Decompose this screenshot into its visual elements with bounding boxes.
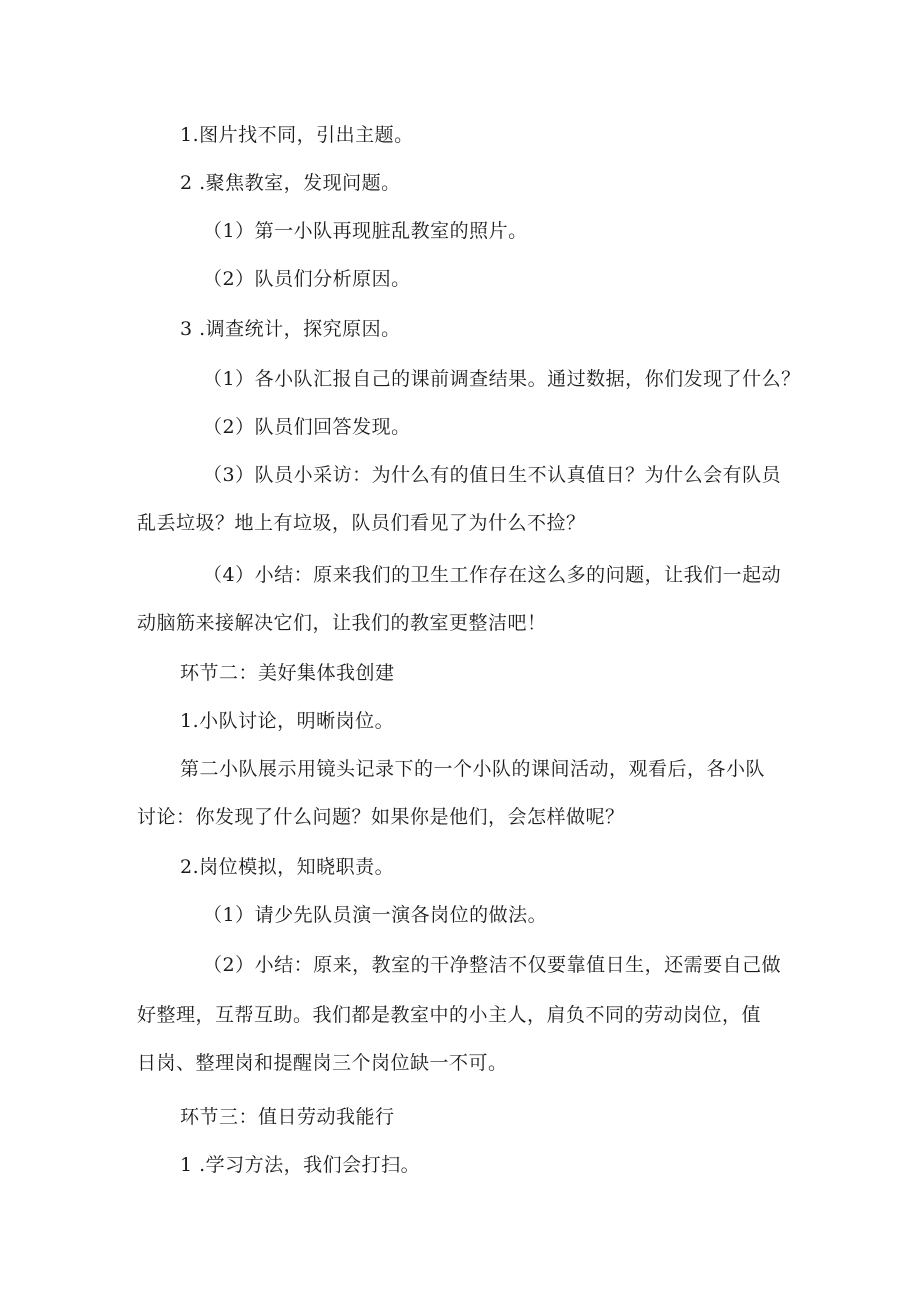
- paragraph-continuation: 好整理，互帮互助。我们都是教室中的小主人，肩负不同的劳动岗位，值: [137, 1004, 762, 1026]
- section-heading: 环节二：美好集体我创建: [180, 662, 395, 684]
- sub-item: （1）第一小队再现脏乱教室的照片。: [203, 220, 528, 242]
- sub-item: （4）小结：原来我们的卫生工作存在这么多的问题，让我们一起动: [203, 564, 782, 586]
- item-3-heading: 3 .调查统计，探究原因。: [180, 318, 401, 340]
- sub-item: （3）队员小采访：为什么有的值日生不认真值日？为什么会有队员: [203, 464, 782, 486]
- paragraph-continuation: 乱丢垃圾？地上有垃圾，队员们看见了为什么不捡？: [137, 512, 586, 534]
- item-1-heading: 1 .学习方法，我们会打扫。: [180, 1154, 421, 1176]
- sub-item: （1）各小队汇报自己的课前调查结果。通过数据，你们发现了什么？: [203, 368, 801, 390]
- sub-item: （2）队员们分析原因。: [203, 268, 411, 290]
- item-1-heading: 1.小队讨论，明晰岗位。: [180, 710, 395, 732]
- item-1-heading: 1.图片找不同，引出主题。: [180, 124, 414, 146]
- item-2-heading: 2 .聚焦教室，发现问题。: [180, 172, 401, 194]
- sub-item: （1）请少先队员演一演各岗位的做法。: [203, 904, 548, 926]
- body-paragraph: 第二小队展示用镜头记录下的一个小队的课间活动，观看后，各小队: [180, 758, 766, 780]
- sub-item: （2）小结：原来，教室的干净整洁不仅要靠值日生，还需要自己做: [203, 954, 782, 976]
- sub-item: （2）队员们回答发现。: [203, 416, 411, 438]
- paragraph-continuation: 日岗、整理岗和提醒岗三个岗位缺一不可。: [137, 1052, 508, 1074]
- paragraph-continuation: 动脑筋来接解决它们，让我们的教室更整洁吧！: [137, 612, 547, 634]
- item-2-heading: 2.岗位模拟，知晓职责。: [180, 856, 395, 878]
- paragraph-continuation: 讨论：你发现了什么问题？如果你是他们，会怎样做呢？: [137, 806, 625, 828]
- section-heading: 环节三：值日劳动我能行: [180, 1106, 395, 1128]
